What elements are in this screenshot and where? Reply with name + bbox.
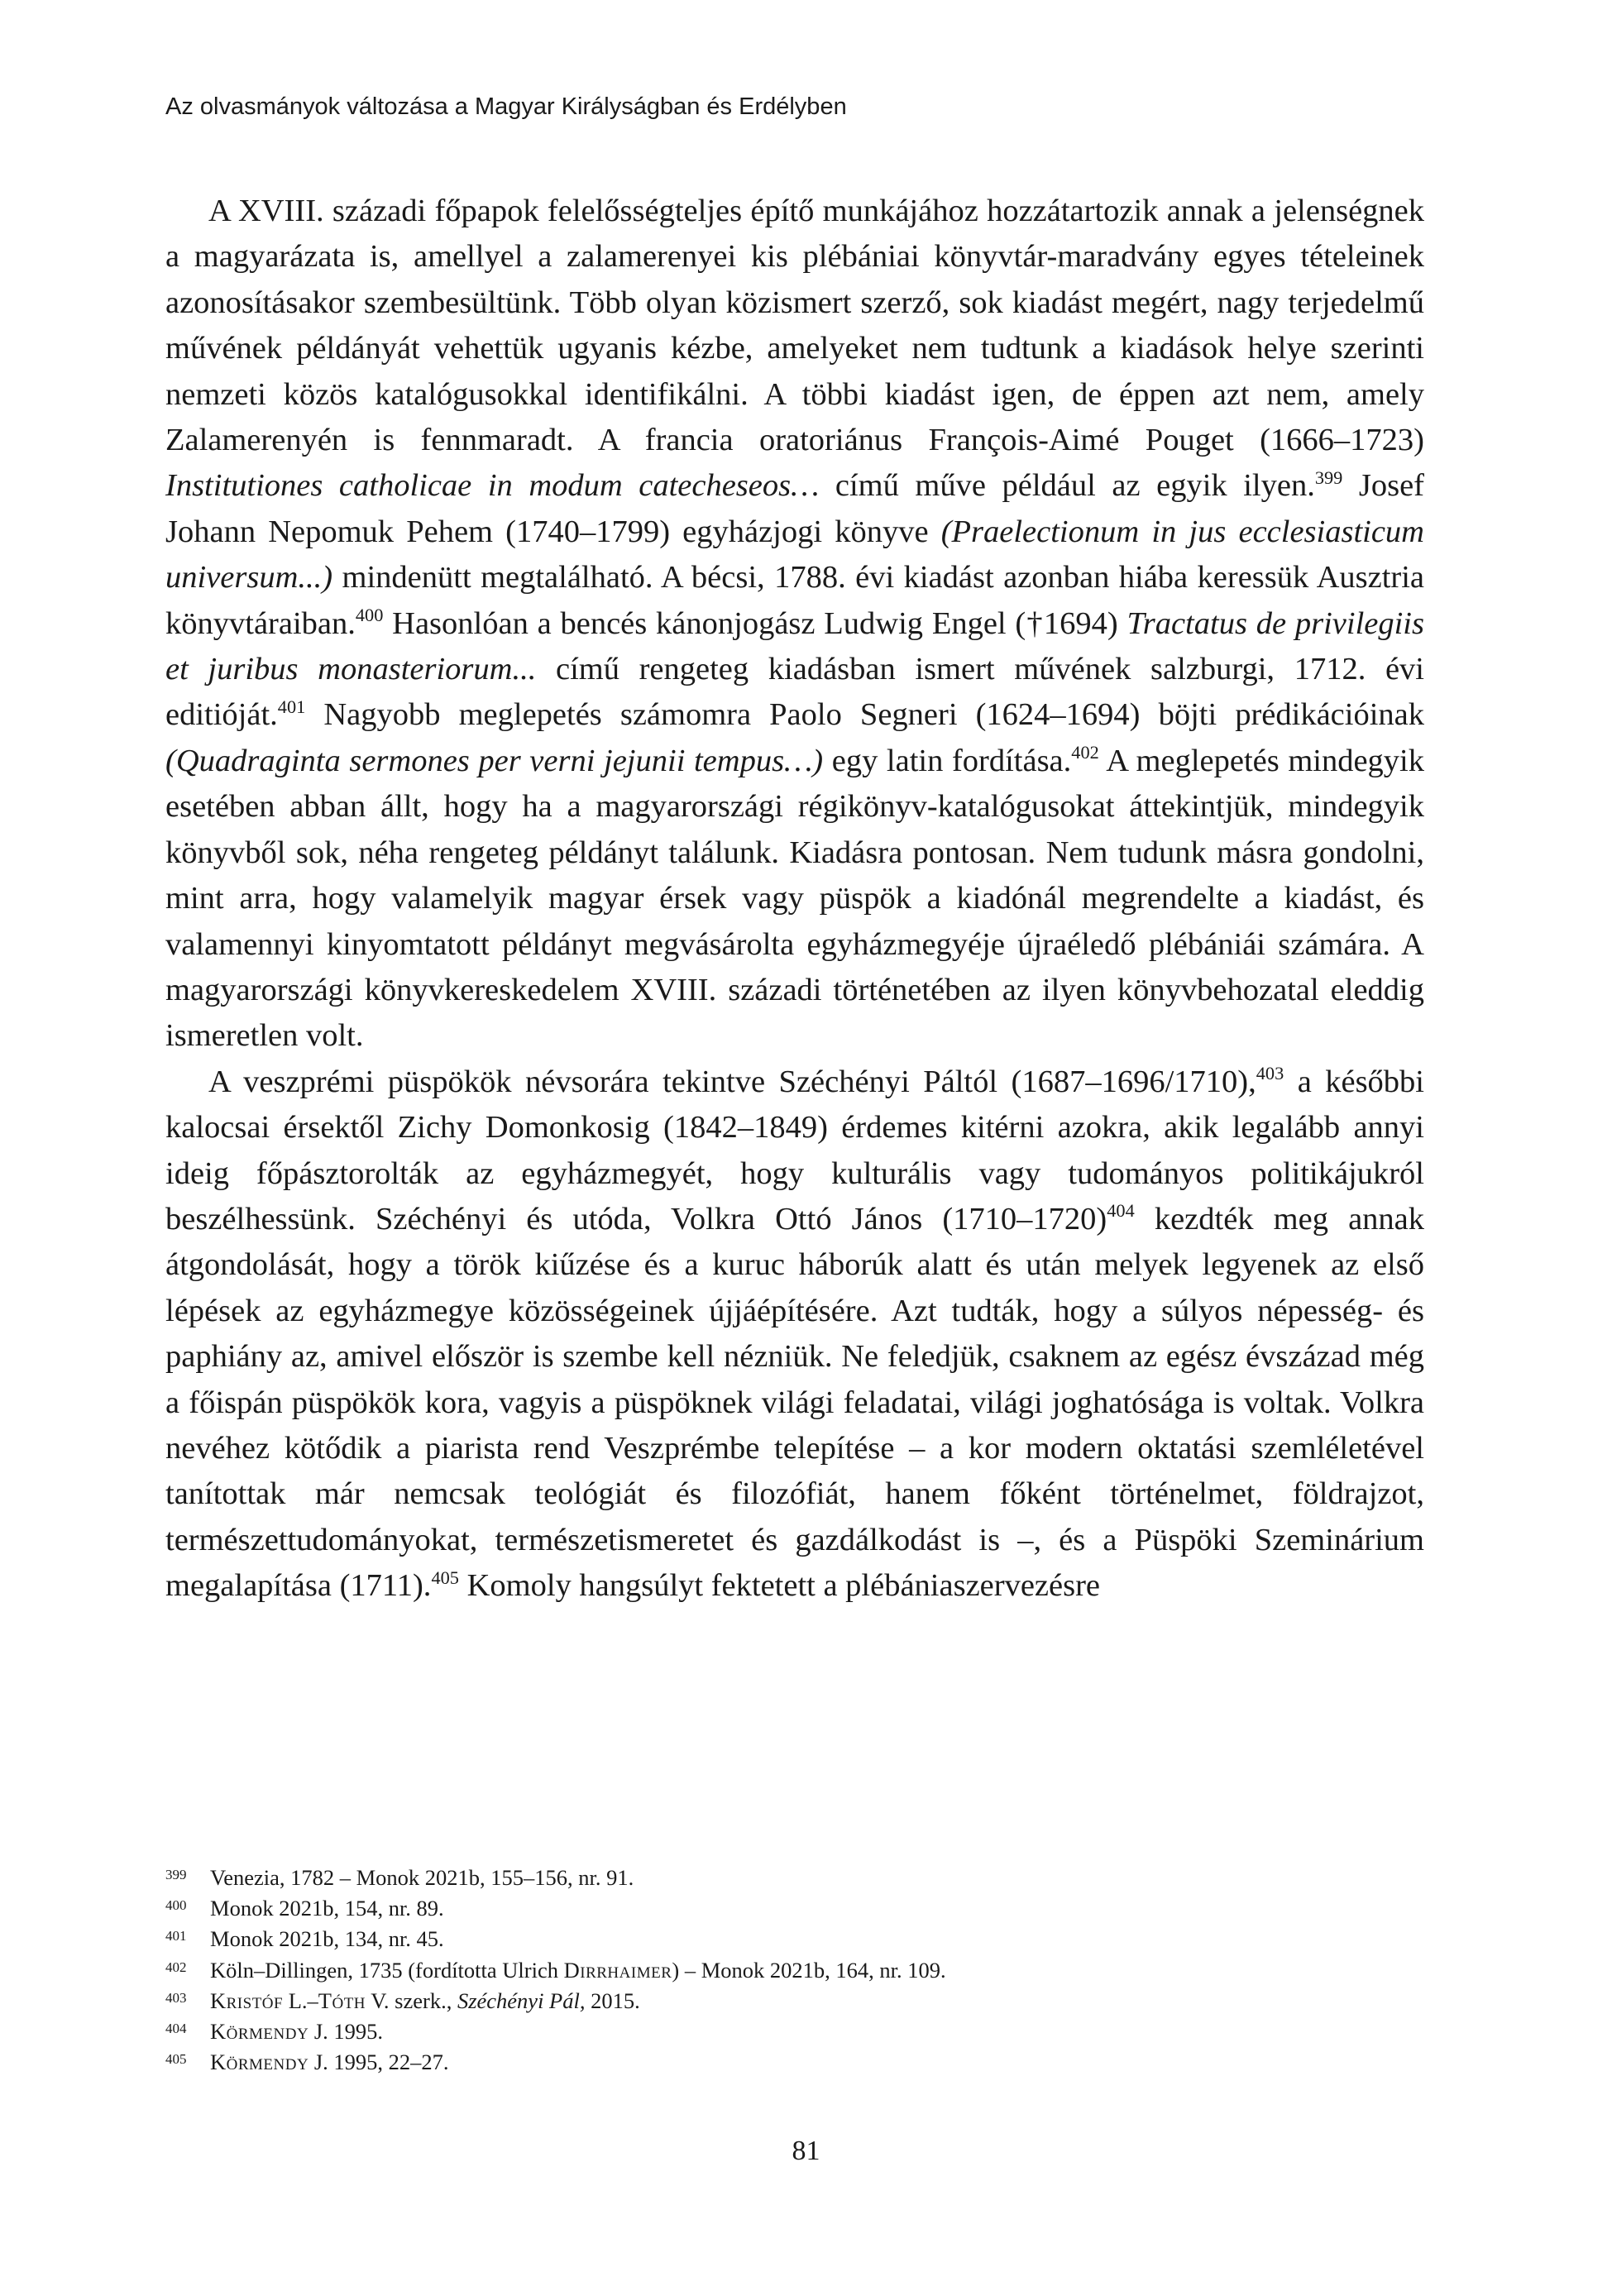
title-italic: Institutiones catholicae in modum catecheseos… [165, 468, 820, 504]
text-run: című rengeteg kiadásban ismert művének salzburgi, 1712. évi editióját. [165, 652, 1424, 733]
footnote-ref: 401 [277, 696, 306, 717]
text-run: Nagyobb meglepetés számomra Paolo Segneri (1624–1694) böjti prédikációinak [305, 697, 1424, 733]
text-run: a későbbi kalocsai érsektől Zichy Domonkosig (1842–1849) érdemes kitérni azokra, akik legalább annyi ideig főpásztorolták az egyházmegyét, hogy kulturális vagy tudományos politikájukról beszélhessünk. Széchényi és utóda, Volkra Ottó János (1710–1720) [165, 1064, 1424, 1236]
text-run: V. szerk., [366, 1987, 457, 2013]
text-run: Hasonlóan a bencés kánonjogász Ludwig Engel (†1694) [383, 605, 1127, 641]
footnote-ref: 405 [431, 1567, 459, 1588]
page-number: 81 [792, 2136, 820, 2166]
footnote [165, 2016, 1424, 2047]
title-italic: Széchényi Pál, [457, 1987, 586, 2013]
text-run: Komoly hangsúlyt fektetett a plébániaszervezésre [458, 1568, 1100, 1604]
footnote-number: 401 [165, 1928, 187, 1944]
text-run: mindenütt megtalálható. A bécsi, 1788. évi kiadást azonban hiába keressük Ausztria könyvtáraiban. [165, 560, 1424, 641]
author-name: Tóth [318, 1987, 366, 2013]
footnote-number: 405 [165, 2051, 187, 2068]
text-run: Köln–Dillingen, 1735 (fordította Ulrich [210, 1957, 564, 1983]
footnote [165, 1863, 1424, 1893]
running-header: Az olvasmányok változása a Magyar Királyságban és Erdélyben [165, 93, 847, 120]
footnote-ref: 404 [1107, 1200, 1135, 1222]
footnote-number: 399 [165, 1867, 187, 1882]
footnote-ref: 400 [355, 605, 384, 626]
footnote-ref: 403 [1256, 1063, 1284, 1084]
title-italic: (Quadraginta sermones per verni jejunii tempus…) [165, 743, 824, 778]
footnote [165, 1893, 1424, 1924]
footnote [165, 1986, 1424, 2016]
text-run: A meglepetés mindegyik esetében abban állt, hogy ha a magyarországi régikönyv-katalógusokat áttekintjük, mindegyik könyvből sok, néha rengeteg példányt találunk. Kiadásra pontosan. Nem tudunk másra gondolni, mint arra, hogy valamelyik magyar érsek vagy püspök a kiadónál megrendelte a kiadást, és valamennyi kinyomtatott példányt megvásárolta egyházmegyéje újraéledő plébániái számára. A magyarországi könyvkereskedelem XVIII. századi történetében az ilyen könyvbehozatal eleddig ismeretlen volt. [165, 743, 1424, 1054]
footnote-number: 404 [165, 2021, 187, 2037]
author-name: Körmendy [210, 2050, 309, 2075]
text-run: Monok 2021b, 154, nr. 89. [210, 1896, 444, 1921]
footnote [165, 1955, 1424, 1986]
footnotes [165, 1863, 1424, 2078]
text-run: egy latin fordítása. [823, 743, 1072, 778]
text-run: J. 1995. [309, 2019, 384, 2045]
main-text [165, 189, 1424, 1610]
title-italic: Tractatus de privilegiis et juribus monasteriorum... [165, 605, 1424, 687]
text-run: Josef Johann Nepomuk Pehem (1740–1799) egyházjogi könyve [165, 468, 1425, 549]
footnote-number: 403 [165, 1989, 187, 2006]
text-run: A XVIII. századi főpapok felelősségteljes építő munkájához hozzátartozik annak a jelenségnek a magyarázata is, amellyel a zalamerenyei kis plébániai könyvtár-maradvány egyes tételeinek azonosításakor szembesültünk. Több olyan közismert szerző, sok kiadást megért, nagy terjedelmű művének példányát vehettük ugyanis kézbe, amelyeket nem tudtunk a kiadások helye szerinti nemzeti közös katalógusokkal identifikálni. A többi kiadást igen, de éppen azt nem, amely Zalamerenyén is fennmaradt. A francia oratoriánus François-Aimé Pouget (1666–1723) [165, 194, 1424, 458]
text-run: J. 1995, 22–27. [309, 2050, 449, 2075]
footnote-number: 400 [165, 1897, 187, 1914]
text-run: Venezia, 1782 – Monok 2021b, 155–156, nr. 91. [210, 1865, 634, 1890]
text-run: L.– [283, 1987, 318, 2013]
text-run: 2015. [585, 1987, 640, 2013]
text-run: Monok 2021b, 134, nr. 45. [210, 1926, 444, 1952]
footnote-ref: 399 [1314, 466, 1343, 488]
title-italic: (Praelectionum in jus ecclesiasticum universum...) [165, 514, 1424, 596]
text-run: A veszprémi püspökök névsorára tekintve Széchényi Páltól (1687–1696/1710), [208, 1064, 1256, 1099]
footnote-ref: 402 [1071, 742, 1099, 763]
paragraph [165, 1060, 1424, 1610]
author-name: Körmendy [210, 2019, 309, 2045]
text-run: című műve például az egyik ilyen. [819, 468, 1315, 504]
footnote-number: 402 [165, 1959, 187, 1975]
footnote [165, 1924, 1424, 1954]
paragraph [165, 189, 1424, 1060]
text-run: kezdték meg annak átgondolását, hogy a török kiűzése és a kuruc háborúk alatt és után melyek legyenek az első lépések az egyházmegye közösségeinek újjáépítésére. Azt tudták, hogy a súlyos népesség- és paphiány az, amivel először is szembe kell nézniük. Ne feledjük, csaknem az egész évszázad még a főispán püspökök kora, vagyis a püspöknek világi feladatai, világi joghatósága is voltak. Volkra nevéhez kötődik a piarista rend Veszprémbe telepítése – a kor modern oktatási szemléletével tanítottak már nemcsak teológiát és filozófiát, hanem főként történelmet, földrajzot, természettudományokat, természetismeretet és gazdálkodást is –, és a Püspöki Szeminárium megalapítása (1711). [165, 1201, 1424, 1604]
author-name: Kristóf [210, 1987, 284, 2013]
author-name: Dirrhaimer [563, 1957, 672, 1983]
footnote [165, 2047, 1424, 2078]
text-run: ) – Monok 2021b, 164, nr. 109. [672, 1957, 946, 1983]
